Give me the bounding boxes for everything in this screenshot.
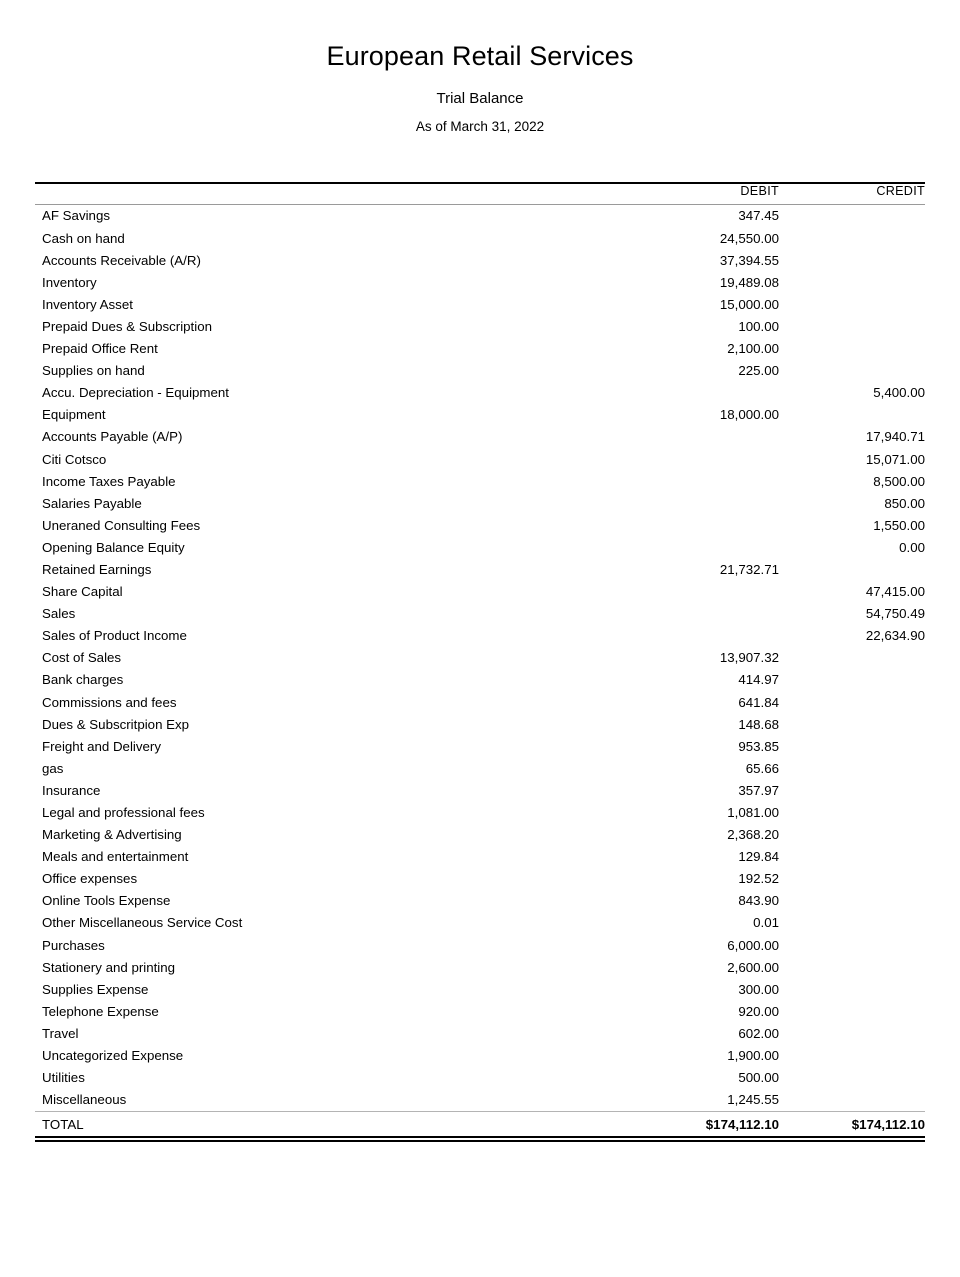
credit-amount — [780, 691, 925, 713]
account-name: Accounts Receivable (A/R) — [42, 252, 201, 268]
table-row — [35, 625, 925, 647]
table-row — [35, 558, 925, 580]
report-period: As of March 31, 2022 — [415, 118, 545, 134]
debit-amount: 13,907.32 — [719, 650, 779, 666]
column-header-account — [35, 183, 635, 205]
credit-amount: 54,750.49 — [865, 606, 925, 622]
debit-amount: 6,000.00 — [727, 937, 779, 953]
table-row — [35, 338, 925, 360]
credit-amount — [780, 757, 925, 779]
table-row — [35, 1022, 925, 1044]
debit-amount: 192.52 — [738, 871, 779, 887]
credit-amount: 850.00 — [884, 495, 925, 511]
debit-amount: 0.01 — [753, 915, 779, 931]
account-name: Freight and Delivery — [42, 738, 161, 754]
account-name: Citi Cotsco — [42, 451, 107, 467]
credit-amount: 15,071.00 — [865, 451, 925, 467]
credit-amount — [780, 735, 925, 757]
credit-amount — [780, 1000, 925, 1022]
table-row — [35, 846, 925, 868]
account-name: Supplies on hand — [42, 363, 145, 379]
table-row — [35, 912, 925, 934]
table-row — [35, 404, 925, 426]
account-name: Sales of Product Income — [42, 628, 187, 644]
debit-amount: 2,368.20 — [727, 827, 779, 843]
debit-amount: 129.84 — [738, 849, 779, 865]
account-name: AF Savings — [42, 208, 110, 224]
credit-amount — [780, 934, 925, 956]
debit-amount — [635, 581, 780, 603]
credit-amount: 0.00 — [899, 539, 925, 555]
credit-amount — [780, 227, 925, 249]
credit-amount — [780, 846, 925, 868]
account-name: Inventory Asset — [42, 296, 133, 312]
account-name: Insurance — [42, 782, 101, 798]
account-name: Telephone Expense — [42, 1003, 159, 1019]
table-header — [35, 183, 925, 205]
table-row — [35, 1000, 925, 1022]
account-name: Cost of Sales — [42, 650, 122, 666]
table-row — [35, 713, 925, 735]
credit-amount — [780, 1045, 925, 1067]
table-row — [35, 227, 925, 249]
debit-amount: 347.45 — [738, 208, 779, 224]
debit-amount: 225.00 — [738, 363, 779, 379]
table-row — [35, 647, 925, 669]
column-header-credit: CREDIT — [780, 183, 925, 205]
account-name: Prepaid Dues & Subscription — [42, 318, 212, 334]
account-name: Uneraned Consulting Fees — [42, 517, 201, 533]
credit-amount — [780, 890, 925, 912]
total-debit: $174,112.10 — [635, 1111, 780, 1136]
table-row — [35, 360, 925, 382]
debit-amount — [635, 603, 780, 625]
table-body — [35, 205, 925, 1136]
table-row — [35, 824, 925, 846]
credit-amount — [780, 1022, 925, 1044]
account-name: Bank charges — [42, 672, 124, 688]
debit-amount: 15,000.00 — [719, 296, 779, 312]
credit-amount — [780, 1067, 925, 1089]
debit-amount: 641.84 — [738, 694, 779, 710]
debit-amount — [635, 448, 780, 470]
credit-amount: 17,940.71 — [865, 429, 925, 445]
credit-amount — [780, 558, 925, 580]
account-name: Dues & Subscritpion Exp — [42, 716, 190, 732]
company-name: European Retail Services — [326, 41, 634, 71]
credit-amount — [780, 779, 925, 801]
table-row — [35, 1045, 925, 1067]
table-row — [35, 868, 925, 890]
credit-amount: 8,500.00 — [873, 473, 925, 489]
account-name: Travel — [42, 1025, 79, 1041]
debit-amount: 1,900.00 — [727, 1048, 779, 1064]
account-name: Utilities — [42, 1070, 85, 1086]
total-label: TOTAL — [35, 1111, 635, 1136]
credit-amount — [780, 978, 925, 1000]
credit-amount — [780, 647, 925, 669]
debit-amount: 300.00 — [738, 981, 779, 997]
table-row — [35, 735, 925, 757]
table-row — [35, 1067, 925, 1089]
debit-amount — [635, 492, 780, 514]
debit-amount — [635, 514, 780, 536]
account-name: Sales — [42, 606, 76, 622]
debit-amount: 414.97 — [738, 672, 779, 688]
credit-amount — [780, 404, 925, 426]
total-credit: $174,112.10 — [780, 1111, 925, 1136]
table-row — [35, 603, 925, 625]
account-name: Miscellaneous — [42, 1092, 127, 1108]
debit-amount: 24,550.00 — [719, 230, 779, 246]
debit-amount: 953.85 — [738, 738, 779, 754]
debit-amount: 65.66 — [745, 760, 779, 776]
account-name: Opening Balance Equity — [42, 539, 185, 555]
credit-amount: 1,550.00 — [873, 517, 925, 533]
debit-amount — [635, 426, 780, 448]
table-row — [35, 514, 925, 536]
account-name: Stationery and printing — [42, 959, 176, 975]
debit-amount — [635, 536, 780, 558]
table-row — [35, 426, 925, 448]
account-name: Equipment — [42, 407, 106, 423]
credit-amount — [780, 912, 925, 934]
report-header — [0, 0, 960, 135]
table-row — [35, 249, 925, 271]
account-name: Legal and professional fees — [42, 805, 205, 821]
debit-amount: 843.90 — [738, 893, 779, 909]
table-row — [35, 470, 925, 492]
debit-amount: 2,100.00 — [727, 341, 779, 357]
debit-amount: 37,394.55 — [719, 252, 779, 268]
account-name: Prepaid Office Rent — [42, 341, 158, 357]
table-header-row — [35, 183, 925, 205]
credit-amount — [780, 338, 925, 360]
credit-amount — [780, 801, 925, 823]
table-row — [35, 978, 925, 1000]
table-bottom-double-rule — [35, 1136, 925, 1142]
debit-amount: 18,000.00 — [719, 407, 779, 423]
account-name: Purchases — [42, 937, 105, 953]
account-name: Accounts Payable (A/P) — [42, 429, 183, 445]
debit-amount: 1,081.00 — [727, 805, 779, 821]
account-name: Share Capital — [42, 584, 123, 600]
table-row — [35, 492, 925, 514]
total-row — [35, 1111, 925, 1136]
account-name: Online Tools Expense — [42, 893, 171, 909]
debit-amount: 602.00 — [738, 1025, 779, 1041]
credit-amount — [780, 315, 925, 337]
credit-amount — [780, 360, 925, 382]
credit-amount — [780, 249, 925, 271]
debit-amount: 21,732.71 — [719, 561, 779, 577]
account-name: Meals and entertainment — [42, 849, 189, 865]
debit-amount: 148.68 — [738, 716, 779, 732]
credit-amount — [780, 956, 925, 978]
credit-amount — [780, 868, 925, 890]
credit-amount — [780, 824, 925, 846]
account-name: Uncategorized Expense — [42, 1048, 184, 1064]
table-row — [35, 1089, 925, 1112]
debit-amount: 1,245.55 — [727, 1092, 779, 1108]
account-name: Salaries Payable — [42, 495, 142, 511]
table-row — [35, 801, 925, 823]
credit-amount: 22,634.90 — [865, 628, 925, 644]
credit-amount — [780, 205, 925, 227]
debit-amount: 100.00 — [738, 318, 779, 334]
credit-amount: 5,400.00 — [873, 385, 925, 401]
table-row — [35, 669, 925, 691]
table-row — [35, 779, 925, 801]
credit-amount — [780, 293, 925, 315]
account-name: Supplies Expense — [42, 981, 149, 997]
table-row — [35, 536, 925, 558]
account-name: Commissions and fees — [42, 694, 177, 710]
debit-amount: 920.00 — [738, 1003, 779, 1019]
debit-amount: 500.00 — [738, 1070, 779, 1086]
debit-amount: 2,600.00 — [727, 959, 779, 975]
column-header-debit: DEBIT — [635, 183, 780, 205]
table-row — [35, 757, 925, 779]
debit-amount — [635, 470, 780, 492]
account-name: Cash on hand — [42, 230, 125, 246]
credit-amount — [780, 669, 925, 691]
table-row — [35, 890, 925, 912]
table-row — [35, 315, 925, 337]
table-row — [35, 205, 925, 227]
account-name: Accu. Depreciation - Equipment — [42, 385, 229, 401]
table-row — [35, 448, 925, 470]
account-name: Inventory — [42, 274, 97, 290]
credit-amount — [780, 271, 925, 293]
table-row — [35, 934, 925, 956]
trial-balance-table-wrapper — [35, 182, 925, 1136]
table-row — [35, 691, 925, 713]
account-name: Marketing & Advertising — [42, 827, 182, 843]
credit-amount — [780, 713, 925, 735]
debit-amount — [635, 382, 780, 404]
credit-amount: 47,415.00 — [865, 584, 925, 600]
table-row — [35, 293, 925, 315]
debit-amount — [635, 625, 780, 647]
account-name: Income Taxes Payable — [42, 473, 176, 489]
table-row — [35, 382, 925, 404]
table-row — [35, 956, 925, 978]
report-title: Trial Balance — [436, 89, 524, 107]
account-name: Other Miscellaneous Service Cost — [42, 915, 243, 931]
debit-amount: 19,489.08 — [719, 274, 779, 290]
account-name: Office expenses — [42, 871, 138, 887]
account-name: gas — [42, 760, 64, 776]
debit-amount: 357.97 — [738, 782, 779, 798]
account-name: Retained Earnings — [42, 561, 152, 577]
trial-balance-table — [35, 182, 925, 1136]
table-row — [35, 271, 925, 293]
credit-amount — [780, 1089, 925, 1112]
table-row — [35, 581, 925, 603]
